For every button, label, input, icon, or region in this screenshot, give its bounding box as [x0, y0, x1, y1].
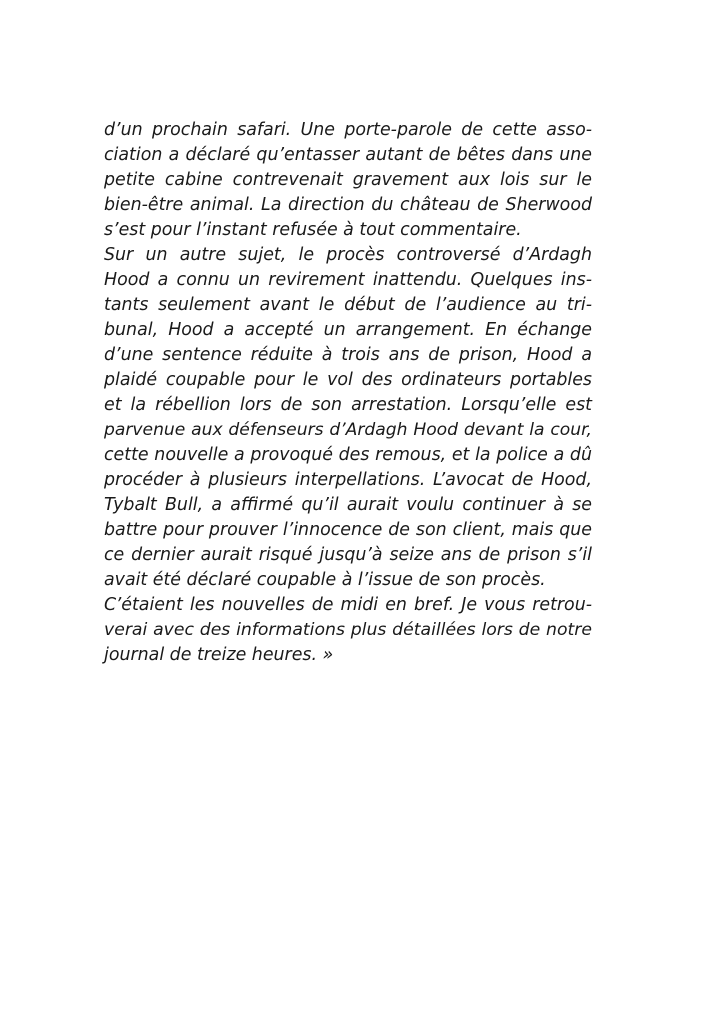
text-line: procéder à plusieurs interpellations. L’avocat de Hood,	[104, 470, 592, 490]
text-line: Sur un autre sujet, le procès controversé d’Ardagh	[104, 245, 592, 265]
text-line: C’étaient les nouvelles de midi en bref. Je vous retrou-	[104, 595, 592, 615]
text-line: s’est pour l’instant refusée à tout commentaire.	[104, 220, 522, 240]
text-line: Hood a connu un revirement inattendu. Quelques ins-	[104, 270, 592, 290]
text-line: d’une sentence réduite à trois ans de prison, Hood a	[104, 345, 592, 365]
text-line: parvenue aux défenseurs d’Ardagh Hood devant la cour,	[104, 420, 592, 440]
text-line: battre pour prouver l’innocence de son client, mais que	[104, 520, 592, 540]
text-line: plaidé coupable pour le vol des ordinateurs portables	[104, 370, 592, 390]
text-line: Tybalt Bull, a affirmé qu’il aurait voulu continuer à se	[104, 495, 592, 515]
text-line: avait été déclaré coupable à l’issue de son procès.	[104, 570, 546, 590]
body-text	[104, 118, 592, 668]
text-line: ce dernier aurait risqué jusqu’à seize ans de prison s’il	[104, 545, 592, 565]
text-line: tants seulement avant le début de l’audience au tri-	[104, 295, 592, 315]
text-line: journal de treize heures. »	[104, 645, 334, 665]
text-line: d’un prochain safari. Une porte-parole de cette asso-	[104, 120, 592, 140]
text-line: et la rébellion lors de son arrestation. Lorsqu’elle est	[104, 395, 592, 415]
text-line: bien-être animal. La direction du château de Sherwood	[104, 195, 592, 215]
text-line: verai avec des informations plus détaillées lors de notre	[104, 620, 592, 640]
text-line: bunal, Hood a accepté un arrangement. En échange	[104, 320, 592, 340]
text-line: ciation a déclaré qu’entasser autant de bêtes dans une	[104, 145, 592, 165]
text-line: cette nouvelle a provoqué des remous, et la police a dû	[104, 445, 592, 465]
text-line: petite cabine contrevenait gravement aux lois sur le	[104, 170, 592, 190]
